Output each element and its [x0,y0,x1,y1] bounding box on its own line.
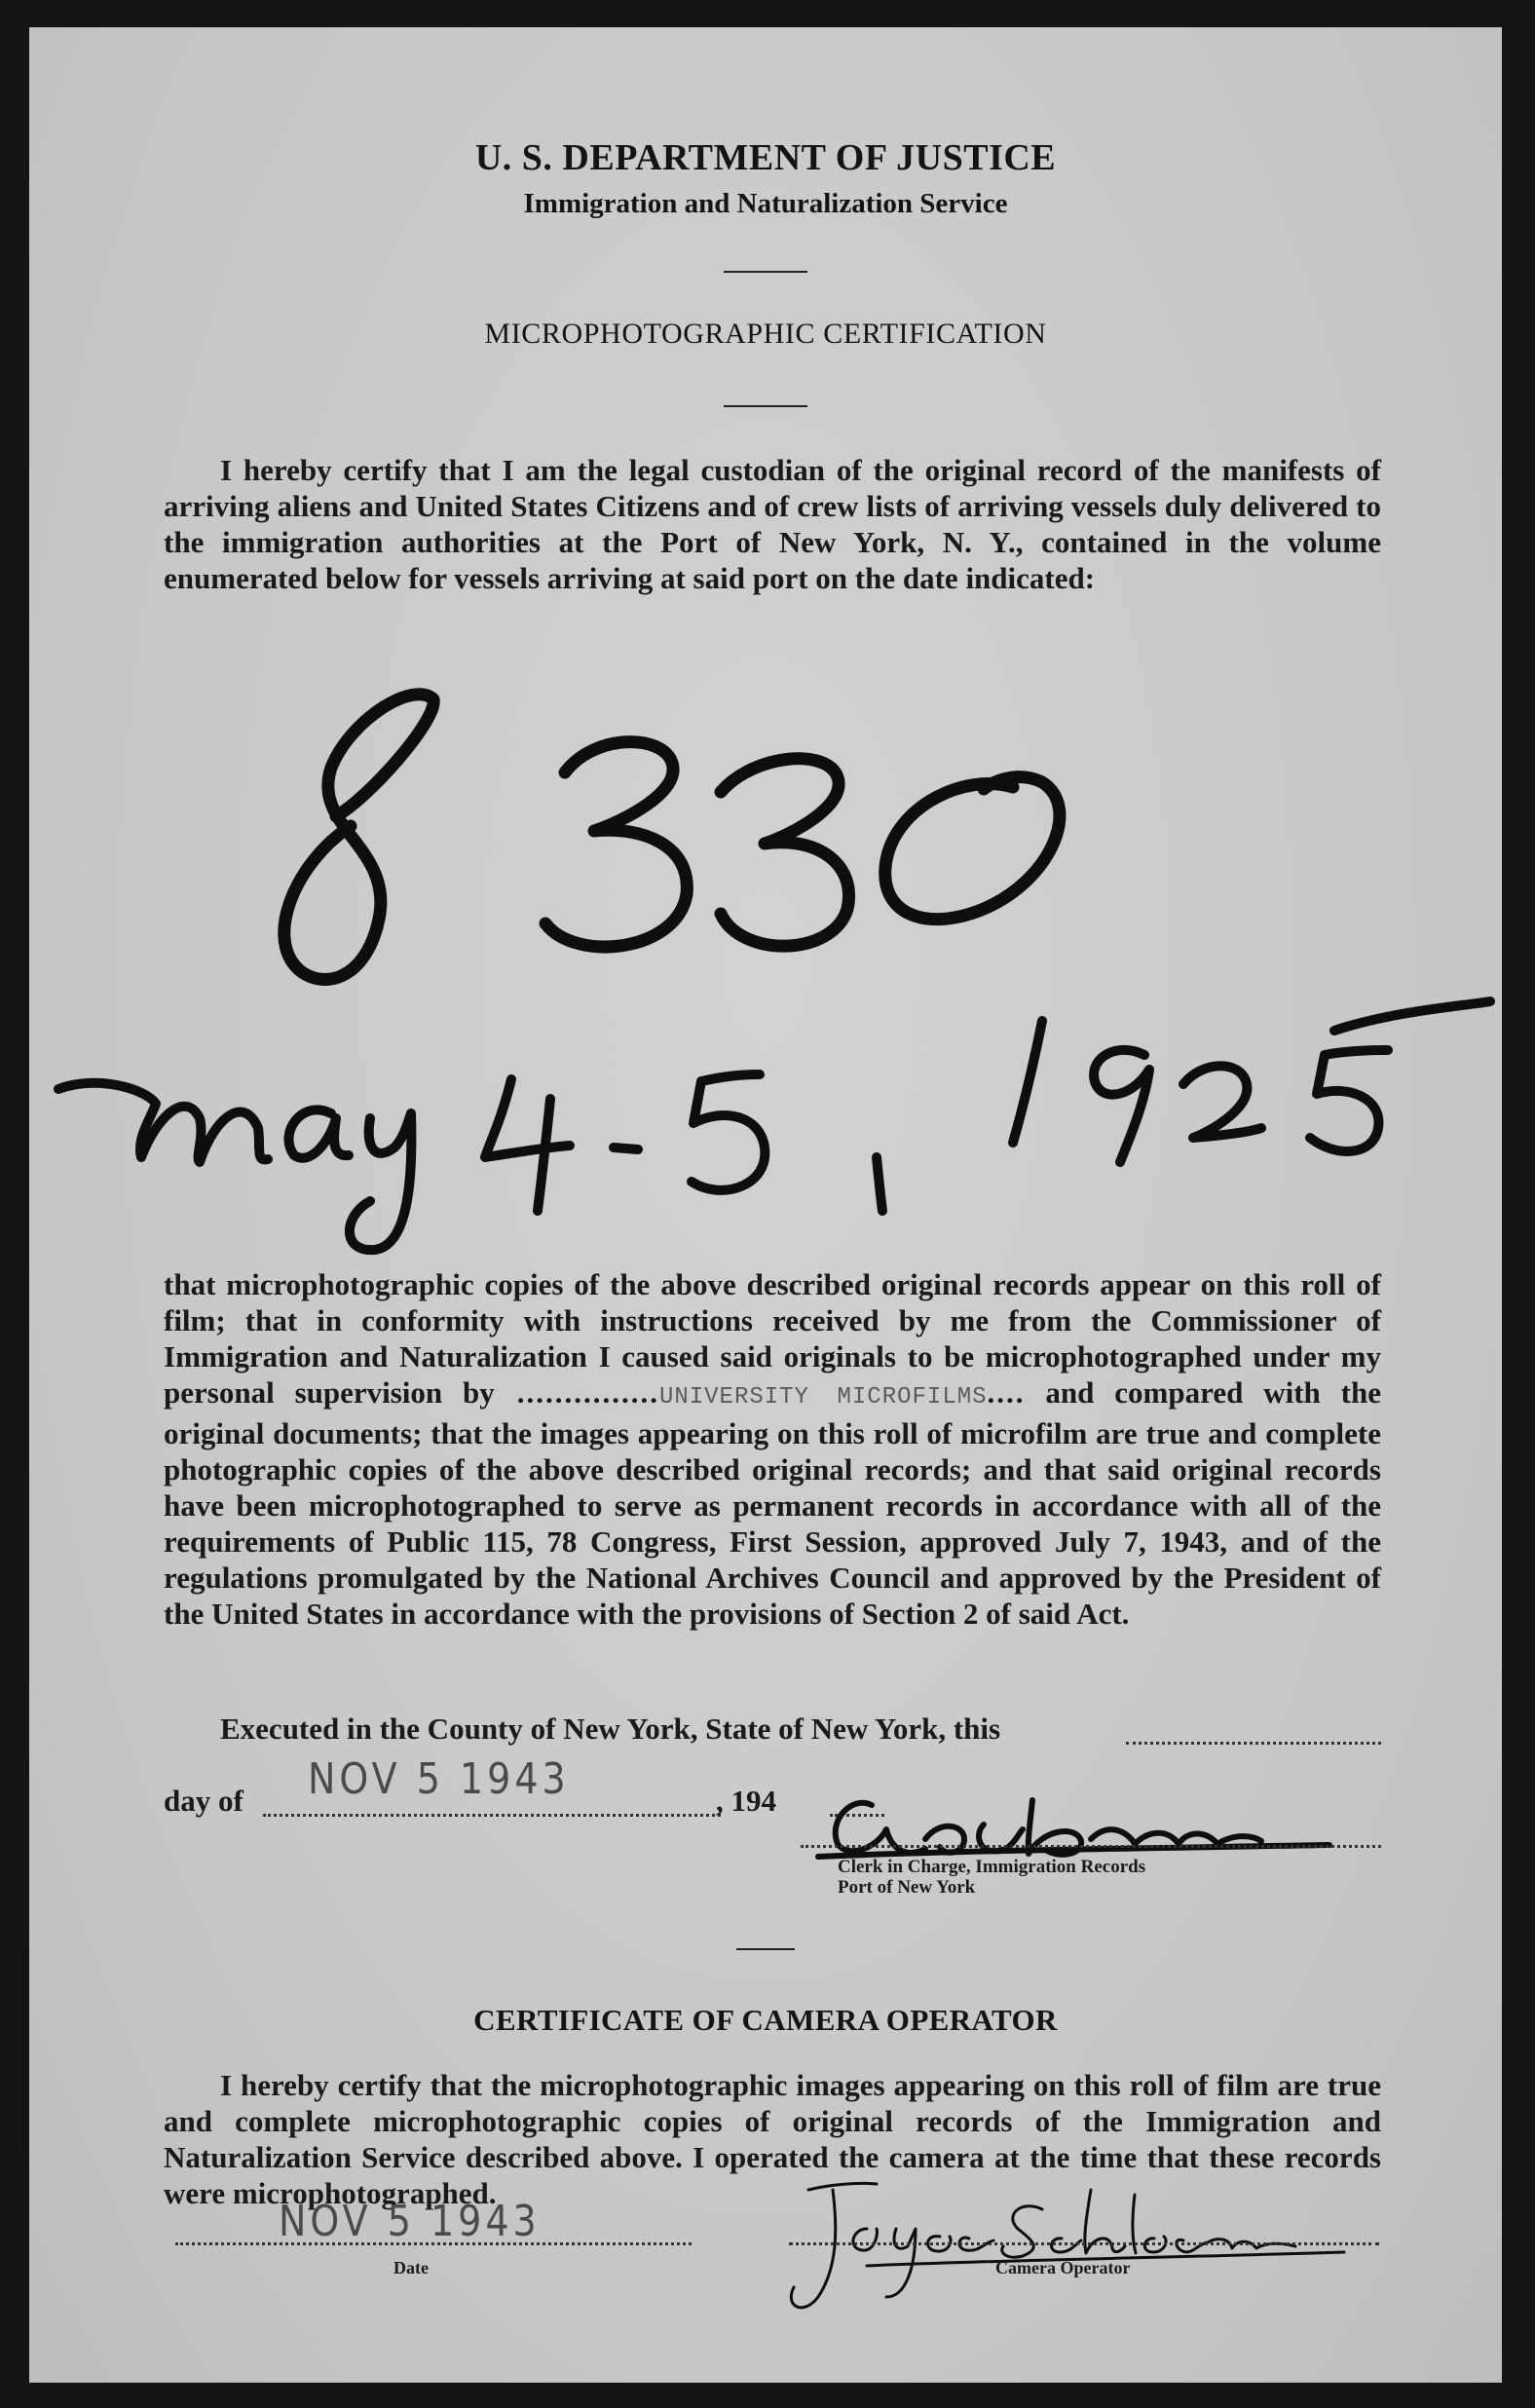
clerk-signature [799,1781,1344,1868]
stamped-operator-date: NOV 5 1943 [279,2196,541,2246]
divider [724,271,807,273]
operator-label: Camera Operator [995,2258,1131,2277]
year-prefix: , 194 [716,1784,776,1818]
operator-signature [750,2151,1354,2326]
body-text-part2: and compared with the original documents; that the images appearing on this roll of microfilm are true and complete photographic copies of the above described original records; and that said original records have been microphotographed to serve as permanent records in accordance with all of the requirements of Public 115, 78 Congress, First Session, approved July 7, 1943, and of the regulations promulgated by the National Archives Council and approved by the President of the United States in accordance with the provisions of Section 2 of said Act. [164,1375,1381,1631]
clerk-title-line2: Port of New York [838,1877,976,1898]
clerk-title [838,1857,1145,1898]
certification-body: that microphotographic copies of the above described original records appear on this roll of film; that in conformity with instructions received by me from the Commissioner of Immigration and Naturalization I caused said originals to be microphotographed under my personal supervision by ...............UNIVERSITY MICROFILMS.... and compared with the original documents; that the images appearing on this roll of microfilm are true and complete photographic copies of the above described original records; and that said original records have been microphotographed to serve as permanent records in accordance with all of the requirements of Public 115, 78 Congress, First Session, approved July 7, 1943, and of the regulations promulgated by the National Archives Council and approved by the President of the United States in accordance with the provisions of Section 2 of said Act. [164,1267,1381,1631]
stamped-execution-date: NOV 5 1943 [308,1753,570,1804]
certificate-sheet [29,27,1502,2383]
certification-intro [164,452,1381,596]
camera-certificate-title: CERTIFICATE OF CAMERA OPERATOR [473,2003,1058,2037]
handwritten-date [39,992,1500,1264]
clerk-title-line1: Clerk in Charge, Immigration Records [838,1857,1146,1877]
date-label: Date [393,2258,429,2277]
camera-certificate-text: I hereby certify that the microphotographic images appearing on this roll of film are true and complete microphotographic copies of original records of the Immigration and Naturalization Service described above. I operated the camera at the time that these records were microphotographed. [164,2068,1381,2210]
certification-title: MICROPHOTOGRAPHIC CERTIFICATION [484,318,1047,350]
date-signature-line [175,2242,692,2245]
executed-text: Executed in the County of New York, State of New York, this [220,1712,1001,1746]
department-heading: U. S. DEPARTMENT OF JUSTICE [474,137,1057,178]
day-dotted-line [1126,1742,1381,1745]
intro-text: I hereby certify that I am the legal custodian of the original record of the manifests of arriving aliens and United States Citizens and of crew lists of arriving vessels duly delivered to the immigration authorities at the Port of New York, N. Y., contained in the volume enumerated below for vessels arriving at said port on the date indicated: [164,453,1381,595]
operator-signature-line [789,2242,1379,2245]
day-of-line [164,1783,243,1819]
divider [736,1948,795,1950]
handwritten-volume-number [243,680,1179,1001]
filmed-by-typed: UNIVERSITY MICROFILMS [658,1384,988,1411]
body-text-part1: that microphotographic copies of the above described original records appear on this roll of film; that in conformity with instructions received by me from the Commissioner of Immigration and Naturalization I caused said originals to be microphotographed under my personal supervision by [164,1267,1381,1410]
service-subheading: Immigration and Naturalization Service [523,188,1008,219]
clerk-signature-line [801,1845,1381,1848]
date-dotted-line [263,1814,721,1817]
day-of-label: day of [164,1784,243,1818]
divider [724,405,807,407]
